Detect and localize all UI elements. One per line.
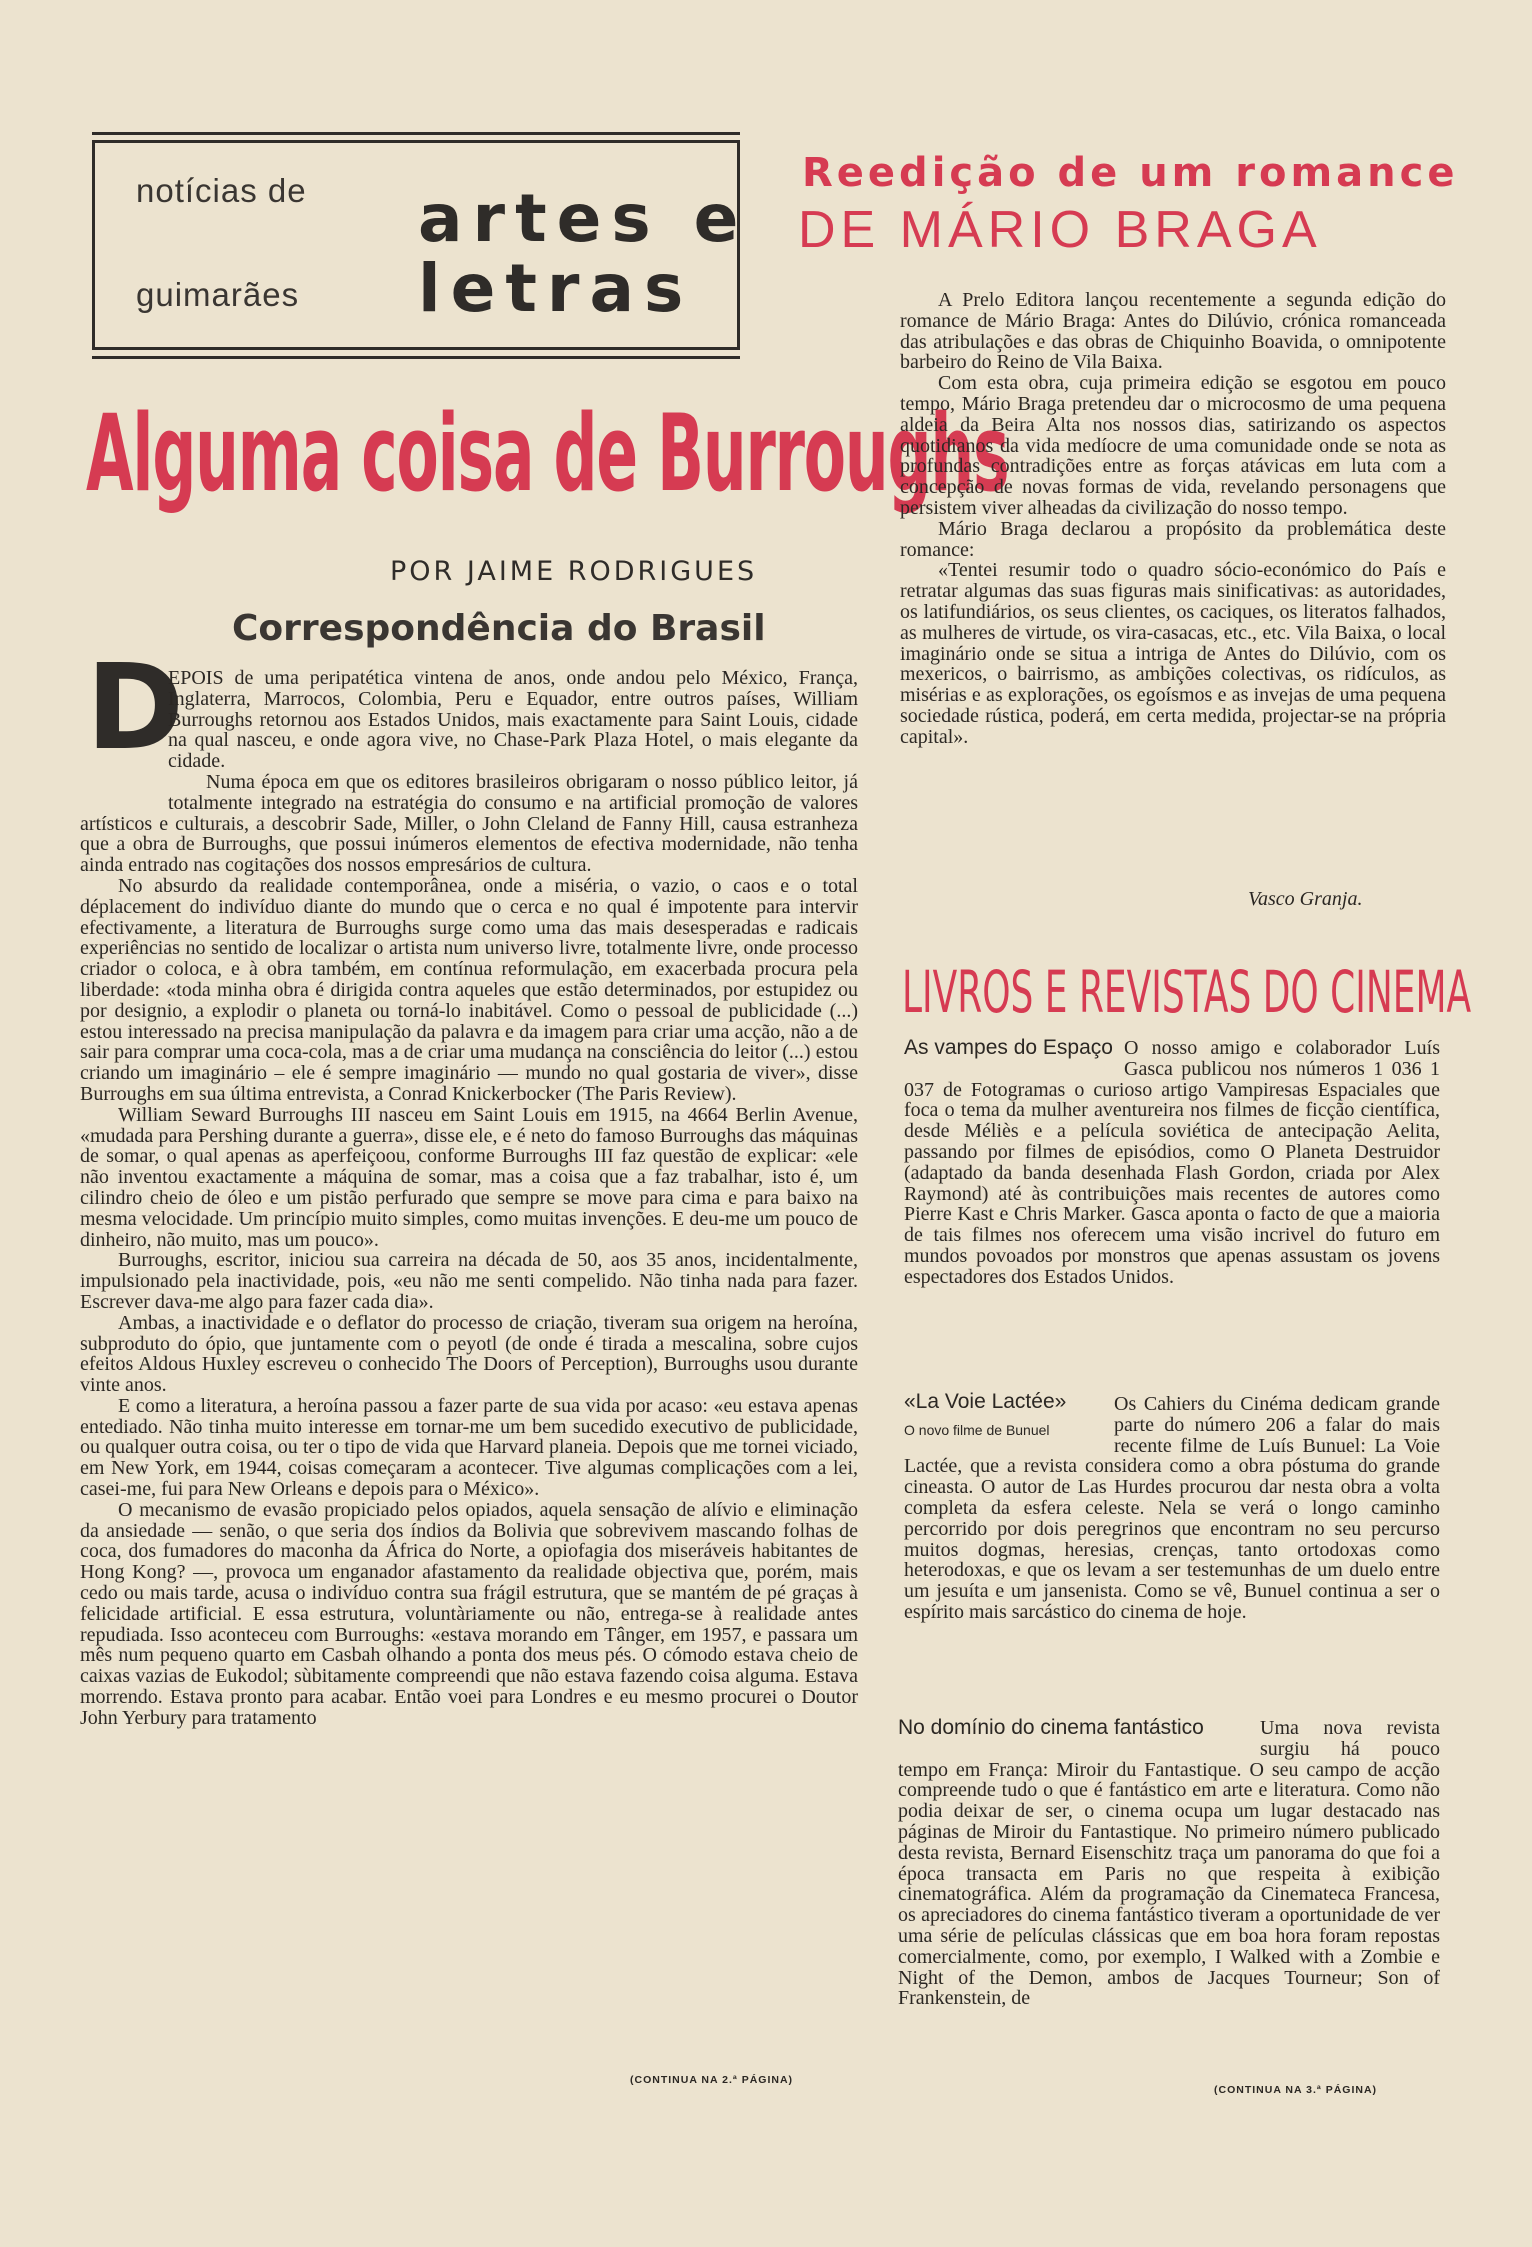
cinema-item-text: Os Cahiers du Cinéma dedicam grande parte do número 206 a falar do mais recente filme de Luís Bunuel: La Voie Lactée, que a revista considera como a obra póstuma do grande cineasta. O autor de Las Hurdes procurou dar nesta obra a volta completa da esfera celeste. Nela se verá o longo caminho percorrido por dois peregrinos que encontram no seu percurso muitos dogmas, heresias, crenças, tanto ortodoxas como heterodoxas, e que os levam a ser testemunhas de um duelo entre um jesuíta e um jansenista. Como se vê, Bunuel continua a ser o espírito mais sarcástico do cinema de hoje. (904, 1394, 1440, 1623)
reedicao-paragraph: A Prelo Editora lançou recentemente a segunda edição do romance de Mário Braga: Antes do Dilúvio, crónica romanceada das atribulações e das obras de Chiquinho Boavida, o omnipotente barbeiro do Reino de Vila Baixa. (900, 289, 1446, 374)
reedicao-paragraph: «Tentei resumir todo o quadro sócio-económico do País e retratar algumas das suas figuras mais sinificativas: as autoridades, os latifundiários, os seus clientes, os caciques, os literatos falhados, as mulheres de virtude, os vira-casacas, etc., etc. Vila Baixa, o local imaginário onde se situa a intriga de Antes do Dilúvio, com os mexericos, o bairrismo, as ambições colectivas, os ridículos, as misérias e as explorações, os egoísmos e as invejas de uma pequena sociedade rústica, poderá, em certa medida, projectar-se na própria capital». (900, 559, 1446, 748)
cinema-item-text: Uma nova revista surgiu há pouco tempo em França: Miroir du Fantastique. O seu campo de acção compreende tudo o que é fantástico em arte e literatura. Como não podia deixar de ser, o cinema ocupa um lugar destacado nas páginas de Miroir du Fantastique. No primeiro número publicado desta revista, Bernard Eisenschitz traça um panorama do que foi a época transacta em Paris no que respeita à exibição cinematográfica. Além da programação da Cinemateca Francesa, os apreciadores do cinema fantástico tiveram a oportunidade de ver uma série de películas clássicas que em boa hora foram repostas comercialmente, como, por exemplo, I Walked with a Zombie e Night of the Demon, ambos de Jacques Tourneur; Son of Frankenstein, de (898, 1718, 1440, 2010)
cinema-item-label: As vampes do Espaço (904, 1036, 1113, 1059)
article-paragraph: Numa época em que os editores brasileiros obrigaram o nosso público leitor, já totalmente integrado na estratégia do consumo e na artificial promoção de valores artísticos e culturais, a descobrir Sade, Miller, o John Cleland de Fanny Hill, causa estranheza que a obra de Burroughs, que possui inúmeros elementos de efectiva modernidade, não tenha ainda entrado nas cogitações dos nossos empresários de cultura. (80, 770, 858, 877)
drop-cap: D (86, 638, 184, 776)
cinema-continues: (CONTINUA NA 3.ª PÁGINA) (1214, 2084, 1378, 2096)
article-paragraph: E como a literatura, a heroína passou a fazer parte de sua vida por acaso: «eu estava apenas entediado. Não tinha muito interesse em tornar-me um bem sucedido executivo de publicidade, ou qualquer outra coisa, ou ter o tipo de vida que Harvard planeia. Depois que me tornei viciado, em New York, em 1944, coisas começaram a acontecer. Tive algumas complicações com a lei, casei-me, fui para New Orleans e depois para o México». (80, 1394, 858, 1501)
cinema-item-label: No domínio do cinema fantástico (898, 1716, 1204, 1739)
cinema-item-label: «La Voie Lactée» (904, 1390, 1067, 1413)
masthead-bottom-rule (92, 356, 740, 359)
article-paragraph: Ambas, a inactividade e o deflator do processo de criação, tiveram sua origem na heroína, subproduto do ópio, que juntamente com o peyotl (de onde é tirada a mescalina, sobre cujos efeitos Aldous Huxley escreveu o conhecido The Doors of Perception), Burroughs usou durante vinte anos. (80, 1311, 858, 1397)
article-title: Alguma coisa de Burroughs (86, 392, 1009, 515)
article-body (80, 668, 858, 2088)
article-continues: (CONTINUA NA 2.ª PÁGINA) (630, 2074, 794, 2086)
article-paragraph: EPOIS de uma peripatética vintena de anos, onde andou pelo México, França, Inglaterra, Marrocos, Colombia, Peru e Equador, entre outros países, William Burroughs retornou aos Estados Unidos, mais exactamente para Saint Louis, cidade na qual nasceu, e onde agora vive, no Chase-Park Plaza Hotel, o mais elegante da cidade. (168, 668, 858, 773)
reedicao-title: Reedição de um romance (802, 150, 1459, 196)
article-subtitle: Correspondência do Brasil (232, 608, 766, 649)
masthead-top-rule (92, 132, 740, 135)
cinema-item-text: O nosso amigo e colaborador Luís Gasca publicou nos números 1 036 1 037 de Fotogramas o curioso artigo Vampiresas Espaciales que foca o tema da mulher aventureira nos filmes de ficção científica, desde Méliès e a película soviética de antecipação Aelita, passando por filmes de episódios, como O Planeta Destruidor (adaptado da banda desenhada Flash Gordon, criada por Alex Raymond) até às contribuições mais recentes de autores como Pierre Kast e Chris Marker. Gasca aponta o facto de que a maioria de tais filmes nos oferecem uma visão incrivel do futuro em mundos povoados por monstros que apenas assustam os jovens espectadores dos Estados Unidos. (904, 1038, 1440, 1288)
drop-cap-spacer (80, 668, 168, 794)
masthead-line-noticias: notícias de (136, 172, 307, 209)
reedicao-signature: Vasco Granja. (1248, 888, 1363, 910)
cinema-item-sublabel: O novo filme de Bunuel (904, 1422, 1050, 1438)
masthead-letras: letras (418, 250, 694, 327)
article-paragraph: William Seward Burroughs III nasceu em Saint Louis em 1915, na 4664 Berlin Avenue, «mudada para Pershing durante a guerra», disse ele, e é neto do famoso Burroughs das máquinas de somar, o qual apenas as aperfeiçoou, conforme Burroughs III faz questão de explicar: «ele não inventou exactamente a máquina de somar, mas a coisa que a faz trabalhar, isto é, um cilindro cheio de óleo e um pistão perfurado que sempre se move para cima e para baixo na mesma velocidade. Um princípio muito simples, como muitas invenções. E deu-me um pouco de dinheiro, não muito, mas um pouco». (80, 1103, 858, 1251)
article-paragraph: O mecanismo de evasão propiciado pelos opiados, aquela sensação de alívio e eliminação da ansiedade — senão, o que seria dos índios da Bolivia que sobrevivem mascando folhas de coca, dos fumadores do maconha da África do Norte, a opiofagia dos miseráveis habitantes de Hong Kong? —, provoca um enganador afastamento da realidade objectiva que, porém, mais cedo ou mais tarde, acusa o indivíduo contra sua frágil estrutura, que se mantém de pé graças à felicidade artificial. E essa estrutura, voluntàriamente ou não, entrega-se à realidade antes repudiada. Isso aconteceu com Burroughs: «estava morando em Tânger, em 1957, e passara um mês num pequeno quarto em Casbah olhando a ponta dos meus pés. O cómodo estava cheio de caixas vazias de Eukodol; sùbitamente compreendi que não estava fazendo coisa alguma. Estava morrendo. Estava pronto para acabar. Então voei para Londres e eu mesmo procurei o Doutor John Yerbury para tratamento (80, 1498, 858, 1729)
reedicao-paragraph: Com esta obra, cuja primeira edição se esgotou em pouco tempo, Mário Braga pretendeu dar o microcosmo de uma pequena aldeia da Beira Alta nos nossos dias, satirizando os aspectos quotidianos da vida medíocre de uma comunidade onde se nota as profundas contradições entre as forças atávicas em luta com a concepção de novas formas de vida, revelando personagens que persistem viver alheadas da civilização do nosso tempo. (900, 372, 1446, 519)
masthead-artes: artes e (418, 180, 749, 257)
reedicao-title-author: DE MÁRIO BRAGA (798, 201, 1322, 259)
article-paragraph: No absurdo da realidade contemporânea, onde a miséria, o vazio, o caos e o total déplacement do indivíduo diante do mundo que o cerca e no qual é impotente para intervir efectivamente, a literatura de Burroughs surge como uma das mais desesperadas e radicais experiências no sentido de localizar o artista num universo livre, totalmente livre, onde processo criador o coloca, e à obra também, em contínua reformulação, em exacerbada procura pela liberdade: «toda minha obra é dirigida contra aqueles que estão determinados, por estupidez ou por designio, a explodir o planeta ou torná-lo inabitável. Como o pessoal de publicidade (...) estou interessado na precisa manipulação da palavra e da imagem para criar uma acção, não a de sair para comprar uma coca-cola, mas a de criar uma mudança na consciência do leitor (...) estou criando um imaginário – ele é sempre imaginário — mundo no qual gostaria de viver», disse Burroughs em sua última entrevista, a Conrad Knickerbocker (The Paris Review). (80, 874, 858, 1105)
article-paragraph: Burroughs, escritor, iniciou sua carreira na década de 50, aos 35 anos, incidentalmente, impulsionado pela inactividade, pois, «eu não me senti compelido. Não tinha nada para fazer. Escrever dava-me algo para fazer cada dia». (80, 1249, 858, 1313)
reedicao-body (900, 290, 1446, 748)
reedicao-paragraph: Mário Braga declarou a propósito da problemática deste romance: (900, 517, 1446, 561)
masthead-line-guimaraes: guimarães (136, 276, 300, 313)
article-byline: POR JAIME RODRIGUES (390, 556, 758, 587)
cinema-title: LIVROS E REVISTAS DO CINEMA (902, 958, 1472, 1026)
